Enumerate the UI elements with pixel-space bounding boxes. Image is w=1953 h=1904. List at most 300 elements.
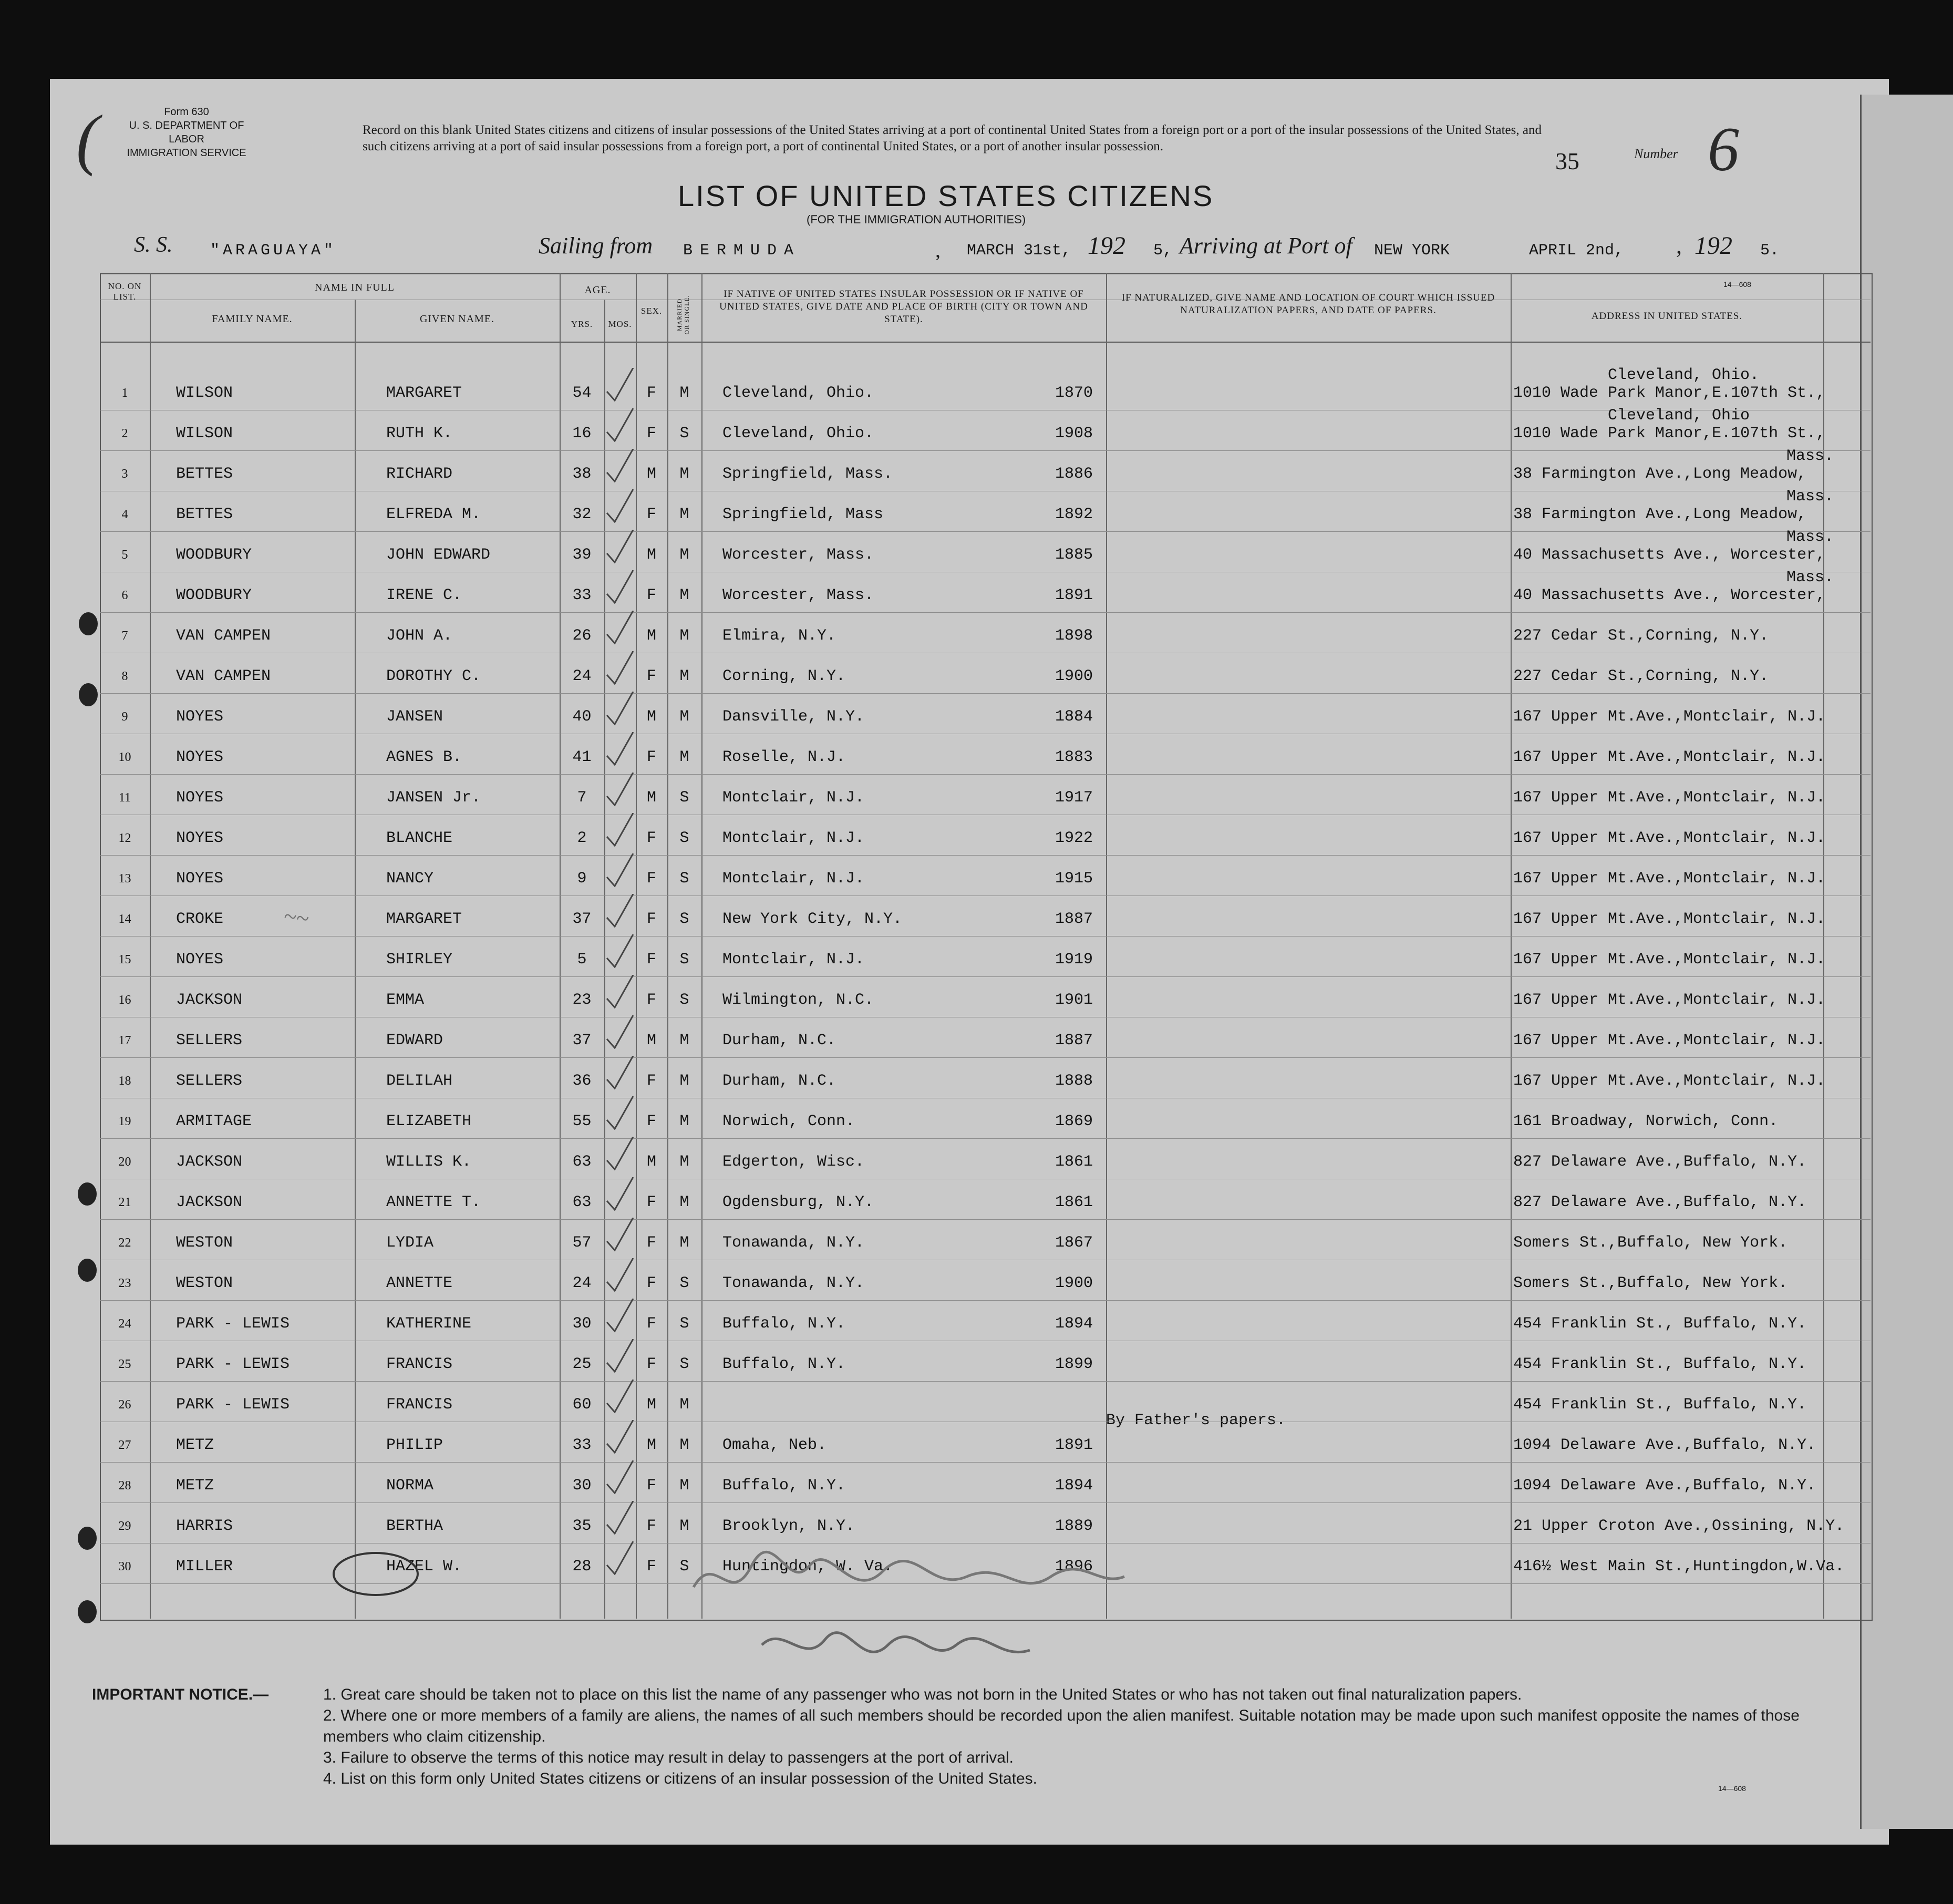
cell-place: New York City, N.Y. (722, 910, 903, 928)
cell-no: 8 (121, 670, 128, 683)
cell-given: SHIRLEY (386, 951, 453, 969)
notice-item: 4. List on this form only United States citizens or citizens of an insular possession of the United States. (323, 1770, 1038, 1787)
row-line (100, 1462, 1871, 1463)
cell-place: Tonawanda, N.Y. (722, 1274, 865, 1292)
row-line (100, 1057, 1871, 1058)
notice-item: 1. Great care should be taken not to place on this list the name of any passenger who was not born in the United States or who has not taken out final naturalization papers. (323, 1686, 1522, 1703)
ship-name: "ARAGUAYA" (210, 242, 337, 260)
cell-family: HARRIS (176, 1517, 233, 1535)
checkmark-icon (604, 1177, 636, 1214)
cell-place: Montclair, N.J. (722, 870, 865, 888)
checkmark-icon (604, 1218, 636, 1254)
cell-year: 1894 (1055, 1315, 1093, 1333)
checkmark-icon (604, 1015, 636, 1052)
cell-no: 24 (118, 1317, 131, 1331)
ss-label: S. S. (134, 233, 173, 257)
service: IMMIGRATION SERVICE (127, 147, 246, 159)
cell-age: 37 (572, 1032, 592, 1049)
cell-no: 11 (118, 791, 131, 805)
cell-year: 1885 (1055, 546, 1093, 564)
cell-ms: S (679, 1274, 689, 1292)
cell-year: 1889 (1055, 1517, 1093, 1535)
cell-age: 37 (572, 910, 592, 928)
cell-addr2: 167 Upper Mt.Ave.,Montclair, N.J. (1513, 870, 1826, 888)
cell-family: WOODBURY (176, 586, 252, 604)
cell-sex: M (646, 465, 656, 483)
cell-ms: M (679, 1032, 689, 1049)
checkmark-icon (604, 732, 636, 769)
table-row (0, 940, 1953, 980)
cell-sex: M (646, 627, 656, 645)
cell-year: 1915 (1055, 870, 1093, 888)
cell-year: 1899 (1055, 1355, 1093, 1373)
cell-given: JANSEN Jr. (386, 789, 481, 807)
cell-year: 1898 (1055, 627, 1093, 645)
table-row (0, 447, 1953, 494)
cell-no: 9 (121, 710, 128, 724)
cell-ms: M (679, 1396, 689, 1414)
cell-age: 39 (572, 546, 592, 564)
header-birth: IF NATIVE OF UNITED STATES INSULAR POSSESSION OR IF NATIVE OF UNITED STATES, GIVE DATE AND PLACE OF BIRTH (CITY OR TOWN AND STATE). (719, 289, 1088, 325)
cell-addr2: 40 Massachusetts Ave., Worcester, (1513, 546, 1826, 564)
cell-addr2: 167 Upper Mt.Ave.,Montclair, N.J. (1513, 910, 1826, 928)
table-row (0, 818, 1953, 858)
cell-sex: F (646, 506, 656, 523)
handwritten-annotation: ~~ (282, 902, 311, 932)
table-row (0, 1223, 1953, 1263)
header-married: MARRIED OR SINGLE. (676, 295, 690, 335)
table-row (0, 980, 1953, 1020)
cell-place: Omaha, Neb. (722, 1436, 827, 1454)
cell-addr2: 167 Upper Mt.Ave.,Montclair, N.J. (1513, 789, 1826, 807)
cell-year (1030, 1385, 1093, 1425)
corner-mark: ( (76, 101, 99, 177)
checkmark-icon (604, 773, 636, 809)
cell-sex: M (646, 1436, 656, 1454)
cell-family: JACKSON (176, 991, 243, 1009)
table-row (0, 1021, 1953, 1061)
cell-addr1 (1786, 1084, 1953, 1124)
cell-age: 41 (572, 748, 592, 766)
cell-given: BERTHA (386, 1517, 443, 1535)
cell-addr2: 167 Upper Mt.Ave.,Montclair, N.J. (1513, 1072, 1826, 1090)
cell-place: Durham, N.C. (722, 1032, 836, 1049)
number-label: Number (1634, 146, 1678, 161)
cell-place: Springfield, Mass (722, 506, 884, 523)
port-to: NEW YORK (1374, 242, 1450, 260)
cell-addr1: Mass. (1786, 447, 1834, 465)
cell-no: 4 (121, 508, 128, 521)
page-subtitle: (FOR THE IMMIGRATION AUTHORITIES) (807, 213, 1026, 226)
notice-item: 2. Where one or more members of a family are aliens, the names of all such members should be recorded upon the alien manifest. Suitable notation may be made upon such manifest opposite the names of those members who claim citizenship. (323, 1707, 1800, 1745)
cell-addr2: Somers St.,Buffalo, New York. (1513, 1234, 1788, 1252)
cell-sex: M (646, 1396, 656, 1414)
cell-place: Roselle, N.J. (722, 748, 846, 766)
cell-nat (1106, 1562, 1505, 1602)
cell-year: 1894 (1055, 1477, 1093, 1495)
cell-age: 54 (572, 384, 592, 402)
cell-place: Buffalo, N.Y. (722, 1315, 846, 1333)
cell-addr1 (1786, 800, 1953, 840)
cell-place: Springfield, Mass. (722, 465, 893, 483)
cell-addr2: 167 Upper Mt.Ave.,Montclair, N.J. (1513, 951, 1826, 969)
cell-family: JACKSON (176, 1153, 243, 1171)
cell-no: 23 (118, 1277, 131, 1290)
cell-ms: M (679, 1153, 689, 1171)
table-row (0, 1182, 1953, 1222)
cell-ms: S (679, 1355, 689, 1373)
cell-no: 18 (118, 1074, 131, 1088)
cell-addr1 (1786, 598, 1953, 638)
cell-year: 1888 (1055, 1072, 1093, 1090)
cell-addr2: 454 Franklin St., Buffalo, N.Y. (1513, 1315, 1807, 1333)
header-no: NO. ON LIST. (108, 281, 142, 302)
cell-sex: M (646, 1153, 656, 1171)
cell-place: Edgerton, Wisc. (722, 1153, 865, 1171)
cell-sex: F (646, 910, 656, 928)
checkmark-icon (604, 692, 636, 728)
cell-no: 21 (118, 1196, 131, 1209)
cell-year: 1891 (1055, 1436, 1093, 1454)
cell-age: 16 (572, 425, 592, 442)
cell-addr1 (1786, 962, 1953, 1002)
important-notice (92, 1684, 1826, 1789)
table-row (0, 407, 1953, 454)
notice-item: 3. Failure to observe the terms of this notice may result in delay to passengers at the port of arrival. (323, 1749, 1014, 1766)
cell-addr1 (1786, 1529, 1953, 1569)
cell-sex: M (646, 546, 656, 564)
cell-given: AGNES B. (386, 748, 462, 766)
cell-addr1 (1786, 1448, 1953, 1488)
cell-family: PARK - LEWIS (176, 1396, 290, 1414)
cell-ms: M (679, 748, 689, 766)
row-line (100, 450, 1871, 451)
cell-no: 22 (118, 1236, 131, 1250)
table-row (0, 697, 1953, 737)
number-value: 6 (1708, 114, 1739, 184)
table-row (0, 859, 1953, 899)
cell-given: JOHN A. (386, 627, 453, 645)
cell-addr2: 167 Upper Mt.Ave.,Montclair, N.J. (1513, 829, 1826, 847)
cell-age: 60 (572, 1396, 592, 1414)
cell-year: 1867 (1055, 1234, 1093, 1252)
row-line (100, 693, 1871, 694)
cell-age: 30 (572, 1315, 592, 1333)
cell-given: JOHN EDWARD (386, 546, 491, 564)
cell-place: Elmira, N.Y. (722, 627, 836, 645)
cell-no: 29 (118, 1519, 131, 1533)
cell-family: NOYES (176, 829, 224, 847)
checkmark-icon (604, 975, 636, 1012)
cell-given: ELIZABETH (386, 1113, 472, 1130)
cell-ms: M (679, 1072, 689, 1090)
cell-sex: F (646, 1274, 656, 1292)
cell-family: WILSON (176, 425, 233, 442)
row-line (100, 774, 1871, 775)
cell-ms: M (679, 465, 689, 483)
cell-addr1 (1786, 1165, 1953, 1205)
cell-age: 57 (572, 1234, 592, 1252)
cell-place: Corning, N.Y. (722, 667, 846, 685)
cell-addr2: 1094 Delaware Ave.,Buffalo, N.Y. (1513, 1436, 1816, 1454)
cell-ms: M (679, 1517, 689, 1535)
cell-place: Durham, N.C. (722, 1072, 836, 1090)
checkmark-icon (604, 894, 636, 931)
cell-addr2: 827 Delaware Ave.,Buffalo, N.Y. (1513, 1193, 1807, 1211)
sailing-label: Sailing from (539, 233, 653, 259)
cell-addr1 (1786, 719, 1953, 759)
cell-given: KATHERINE (386, 1315, 472, 1333)
cell-given: RUTH K. (386, 425, 453, 442)
cell-sex: F (646, 1315, 656, 1333)
cell-addr2: 167 Upper Mt.Ave.,Montclair, N.J. (1513, 991, 1826, 1009)
cell-addr1 (1786, 1003, 1953, 1043)
cell-addr1: Mass. (1786, 488, 1834, 506)
header-address: ADDRESS IN UNITED STATES. (1591, 311, 1743, 322)
cell-age: 33 (572, 1436, 592, 1454)
cell-age: 23 (572, 991, 592, 1009)
cell-age: 28 (572, 1558, 592, 1576)
cell-no: 19 (118, 1115, 131, 1128)
cell-family: JACKSON (176, 1193, 243, 1211)
cell-ms: M (679, 586, 689, 604)
cell-family: METZ (176, 1436, 214, 1454)
cell-addr1: Cleveland, Ohio (1608, 407, 1750, 425)
instruction-text: Record on this blank United States citizens and citizens of insular possessions of the United States arriving at a port of continental United States from a foreign port or a port of the insular possessions of the United States, and such citizens arriving at a port of said insular possessions from a foreign port, a port of continental United States, or a port of another insular possession. (363, 123, 1542, 153)
port-from: BERMUDA (683, 242, 801, 260)
table-row (0, 656, 1953, 696)
cell-ms: S (679, 1315, 689, 1333)
cell-year: 1884 (1055, 708, 1093, 726)
checkmark-icon (604, 570, 636, 607)
cell-given: NANCY (386, 870, 434, 888)
cell-given: MARGARET (386, 910, 462, 928)
cell-ms: M (679, 1113, 689, 1130)
checkmark-icon (604, 813, 636, 850)
cell-sex: F (646, 384, 656, 402)
cell-family: NOYES (176, 708, 224, 726)
cell-addr2: 827 Delaware Ave.,Buffalo, N.Y. (1513, 1153, 1807, 1171)
cell-place: Huntingdon, W. Va. (722, 1558, 893, 1576)
cell-family: METZ (176, 1477, 214, 1495)
cell-place: Montclair, N.J. (722, 951, 865, 969)
cell-year: 1887 (1055, 1032, 1093, 1049)
cell-addr2: 416½ West Main St.,Huntingdon,W.Va. (1513, 1558, 1845, 1576)
cell-ms: M (679, 1477, 689, 1495)
cell-age: 36 (572, 1072, 592, 1090)
cell-no: 13 (118, 872, 131, 886)
cell-place: Cleveland, Ohio. (722, 384, 874, 402)
cell-year: 1901 (1055, 991, 1093, 1009)
checkmark-icon (604, 611, 636, 647)
cell-given: EDWARD (386, 1032, 443, 1049)
checkmark-icon (604, 530, 636, 567)
cell-ms: S (679, 789, 689, 807)
cell-addr1 (1786, 760, 1953, 800)
cell-age: 38 (572, 465, 592, 483)
cell-no: 15 (118, 953, 131, 966)
table-row (0, 488, 1953, 534)
cell-no: 28 (118, 1479, 131, 1493)
cell-sex: M (646, 1032, 656, 1049)
cell-addr1 (1786, 1043, 1953, 1083)
cell-ms: S (679, 425, 689, 442)
cell-age: 40 (572, 708, 592, 726)
cell-addr1 (1786, 1205, 1953, 1245)
row-line (100, 855, 1871, 856)
checkmark-icon (604, 1339, 636, 1376)
cell-ms: M (679, 708, 689, 726)
cell-family: BETTES (176, 506, 233, 523)
cell-addr1: Mass. (1786, 528, 1834, 546)
cell-sex: F (646, 829, 656, 847)
cell-addr1 (1786, 1246, 1953, 1285)
table-row (0, 569, 1953, 615)
cell-place: Montclair, N.J. (722, 789, 865, 807)
cell-family: PARK - LEWIS (176, 1315, 290, 1333)
cell-given: PHILIP (386, 1436, 443, 1454)
year-prefix-1: 192 (1088, 232, 1125, 260)
cell-place: Worcester, Mass. (722, 546, 874, 564)
cell-addr1 (1786, 639, 1953, 678)
handwritten-circle-icon (326, 1545, 431, 1603)
cell-place: Tonawanda, N.Y. (722, 1234, 865, 1252)
page-title: LIST OF UNITED STATES CITIZENS (678, 179, 1214, 212)
cell-age: 24 (572, 1274, 592, 1292)
table-row (0, 528, 1953, 575)
checkmark-icon (604, 1541, 636, 1578)
cell-year: 1900 (1055, 667, 1093, 685)
cell-family: BETTES (176, 465, 233, 483)
cell-given: RICHARD (386, 465, 453, 483)
cell-family: CROKE (176, 910, 224, 928)
cell-family: NOYES (176, 789, 224, 807)
year-prefix-2: 192 (1694, 232, 1732, 260)
cell-addr1: Mass. (1786, 569, 1834, 586)
cell-addr2: 21 Upper Croton Ave.,Ossining, N.Y. (1513, 1517, 1845, 1535)
cell-nat: By Father's papers. (1106, 1412, 1286, 1429)
cell-no: 5 (121, 548, 128, 562)
cell-no: 12 (118, 831, 131, 845)
cell-addr1 (1786, 1124, 1953, 1164)
table-row (0, 1263, 1953, 1303)
checkmark-icon (604, 449, 636, 486)
row-line (100, 1300, 1871, 1301)
cell-given: HAZEL W. (386, 1558, 462, 1576)
cell-family: VAN CAMPEN (176, 667, 271, 685)
cell-sex: F (646, 951, 656, 969)
cell-addr2: 38 Farmington Ave.,Long Meadow, (1513, 465, 1807, 483)
cell-year: 1883 (1055, 748, 1093, 766)
cell-no: 3 (121, 467, 128, 481)
cell-family: SELLERS (176, 1032, 243, 1049)
cell-no: 17 (118, 1034, 131, 1047)
cell-sex: M (646, 708, 656, 726)
arriving-label: Arriving at Port of (1180, 233, 1352, 259)
cell-sex: F (646, 1477, 656, 1495)
cell-no: 6 (121, 589, 128, 602)
cell-addr1 (1786, 881, 1953, 921)
cell-no: 16 (118, 993, 131, 1007)
header-yrs: YRS. (571, 319, 593, 329)
cell-addr1 (1786, 1367, 1953, 1407)
cell-age: 63 (572, 1153, 592, 1171)
cell-age: 9 (577, 870, 587, 888)
header-sex: SEX. (640, 306, 663, 316)
cell-age: 24 (572, 667, 592, 685)
cell-addr1 (1786, 1326, 1953, 1366)
cell-no: 25 (118, 1357, 131, 1371)
cell-addr2: 1094 Delaware Ave.,Buffalo, N.Y. (1513, 1477, 1816, 1495)
cell-age: 33 (572, 586, 592, 604)
cell-age: 5 (577, 951, 587, 969)
table-row (0, 1061, 1953, 1101)
cell-place (722, 1385, 1011, 1425)
cell-family: VAN CAMPEN (176, 627, 271, 645)
cell-place: Wilmington, N.C. (722, 991, 874, 1009)
checkmark-icon (604, 1137, 636, 1174)
cell-age: 25 (572, 1355, 592, 1373)
cell-given: JANSEN (386, 708, 443, 726)
cell-ms: S (679, 870, 689, 888)
cell-no: 14 (118, 912, 131, 926)
page-stamp: 35 (1555, 148, 1579, 174)
table-row (0, 1506, 1953, 1546)
checkmark-icon (604, 853, 636, 890)
cell-place: Norwich, Conn. (722, 1113, 855, 1130)
cell-age: 32 (572, 506, 592, 523)
cell-given: WILLIS K. (386, 1153, 472, 1171)
header-naturalized: IF NATURALIZED, GIVE NAME AND LOCATION OF COURT WHICH ISSUED NATURALIZATION PAPERS, AND DATE OF PAPERS. (1121, 292, 1495, 316)
cell-sex: F (646, 991, 656, 1009)
cell-no: 26 (118, 1398, 131, 1412)
cell-place: Brooklyn, N.Y. (722, 1517, 855, 1535)
row-line (100, 976, 1871, 977)
cell-addr1 (1786, 922, 1953, 962)
cell-sex: F (646, 1517, 656, 1535)
cell-no: 2 (121, 427, 128, 440)
checkmark-icon (604, 1460, 636, 1497)
cell-addr2: 1010 Wade Park Manor,E.107th St., (1513, 425, 1826, 442)
cell-sex: F (646, 1113, 656, 1130)
cell-family: WESTON (176, 1274, 233, 1292)
checkmark-icon (604, 1501, 636, 1538)
cell-sex: F (646, 1193, 656, 1211)
comma: , (935, 238, 941, 262)
checkmark-icon (604, 489, 636, 526)
cell-addr1 (1786, 1488, 1953, 1528)
cell-year: 1869 (1055, 1113, 1093, 1130)
checkmark-icon (604, 368, 636, 405)
table-row (0, 1385, 1953, 1429)
comma: , (1676, 233, 1682, 259)
row-line (100, 1219, 1871, 1220)
header-age: AGE. (584, 284, 611, 296)
cell-year: 1861 (1055, 1153, 1093, 1171)
handwritten-signature-icon (683, 1545, 1156, 1682)
cell-age: 55 (572, 1113, 592, 1130)
top-code: 14—608 (1723, 280, 1751, 289)
cell-given: DOROTHY C. (386, 667, 481, 685)
cell-given: IRENE C. (386, 586, 462, 604)
cell-addr2: 454 Franklin St., Buffalo, N.Y. (1513, 1396, 1807, 1414)
cell-no: 27 (118, 1438, 131, 1452)
cell-sex: F (646, 1234, 656, 1252)
checkmark-icon (604, 1299, 636, 1335)
cell-addr2: 454 Franklin St., Buffalo, N.Y. (1513, 1355, 1807, 1373)
depart-date: MARCH 31st, (967, 242, 1071, 260)
checkmark-icon (604, 934, 636, 971)
